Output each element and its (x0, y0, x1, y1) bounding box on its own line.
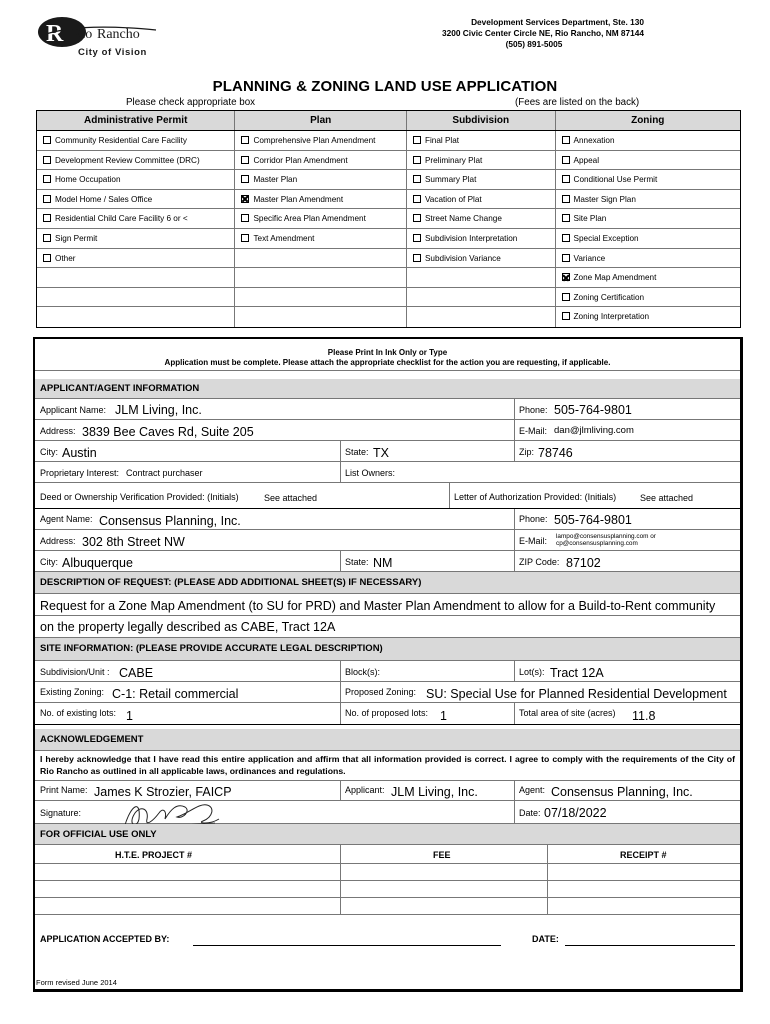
form-revised-note: Form revised June 2014 (36, 978, 117, 987)
print-name-label: Print Name: (40, 785, 88, 795)
checkbox-annexation[interactable] (562, 136, 570, 144)
checkbox-special-exception[interactable] (562, 234, 570, 242)
applicant-section-header: APPLICANT/AGENT INFORMATION (35, 379, 740, 399)
applicant-name-row (35, 399, 740, 420)
grid-row (37, 209, 740, 229)
agent-email-line-1[interactable]: lampo@consensusplanning.com or (556, 533, 656, 540)
acceptance-row (35, 915, 740, 955)
grid-cell-empty (235, 249, 407, 268)
grid-cell (407, 249, 556, 268)
print-name-field[interactable]: James K Strozier, FAICP (94, 785, 232, 799)
grid-cell-empty (407, 288, 556, 307)
grid-row (37, 131, 740, 151)
checkbox-appeal[interactable] (562, 156, 570, 164)
header-administrative-permit: Administrative Permit (37, 111, 235, 130)
grid-cell (556, 170, 740, 189)
grid-cell (407, 170, 556, 189)
applicant-phone-label: Phone: (519, 405, 548, 415)
application-form (33, 337, 743, 992)
ack-applicant-field[interactable]: JLM Living, Inc. (391, 785, 478, 799)
city-logo (36, 14, 180, 60)
dept-line-2: 3200 Civic Center Circle NE, Rio Rancho, NM 87144 (442, 28, 644, 38)
checkbox-site-plan[interactable] (562, 214, 570, 222)
official-row-1 (35, 864, 740, 881)
grid-cell (407, 190, 556, 209)
checkbox-street-name-change[interactable] (413, 214, 421, 222)
agent-phone-field[interactable]: 505-764-9801 (554, 513, 632, 527)
total-area-field[interactable]: 11.8 (632, 709, 656, 723)
svg-text:R: R (46, 21, 64, 47)
agent-name-label: Agent Name: (40, 514, 93, 524)
applicant-email-label: E-Mail: (519, 426, 548, 436)
applicant-address-label: Address: (40, 426, 76, 436)
signature-label: Signature: (40, 808, 82, 818)
ack-agent-label: Agent: (519, 785, 546, 795)
checkbox-label: Corridor Plan Amendment (253, 155, 348, 165)
checkbox-sign-permit[interactable] (43, 234, 51, 242)
dept-line-3: (505) 891-5005 (505, 39, 563, 49)
header-plan: Plan (235, 111, 407, 130)
deed-field[interactable]: See attached (264, 493, 318, 503)
agent-address-row (35, 530, 740, 551)
checkbox-label: Appeal (573, 155, 600, 165)
signature-row (35, 801, 740, 824)
agent-address-label: Address: (40, 536, 76, 546)
checkbox-label: Zone Map Amendment (573, 273, 657, 283)
grid-row (37, 190, 740, 210)
applicant-city-field[interactable]: Austin (62, 446, 97, 460)
existing-zoning-field[interactable]: C-1: Retail commercial (112, 687, 239, 701)
applicant-zip-field[interactable]: 78746 (538, 446, 573, 460)
checkbox-label: Street Name Change (424, 214, 502, 224)
checkbox-label: Text Amendment (253, 233, 315, 243)
agent-state-label: State: (345, 557, 369, 567)
checkbox-vacation-of-plat[interactable] (413, 195, 421, 203)
checkbox-label: Special Exception (573, 233, 639, 243)
subdivision-row (35, 661, 740, 682)
grid-cell-empty (37, 288, 235, 307)
checkbox-preliminary-plat[interactable] (413, 156, 421, 164)
checkbox-label: Final Plat (424, 136, 460, 145)
checkbox-label: Vacation of Plat (424, 194, 482, 204)
official-row-3 (35, 898, 740, 915)
proposed-lots-label: No. of proposed lots: (345, 708, 429, 718)
applicant-state-label: State: (345, 447, 369, 457)
checkbox-subdivision-interpretation[interactable] (413, 234, 421, 242)
applicant-zip-label: Zip: (519, 447, 535, 457)
acknowledgement-row (35, 751, 740, 781)
subdivision-label: Subdivision/Unit : (40, 667, 110, 677)
checkbox-label: Sign Permit (55, 233, 98, 243)
grid-cell (235, 131, 407, 150)
checkbox-label: Master Plan (253, 175, 298, 185)
grid-cell-empty (407, 268, 556, 287)
grid-row (37, 229, 740, 249)
lots-count-row (35, 703, 740, 725)
header-subdivision: Subdivision (407, 111, 556, 130)
applicant-address-row (35, 420, 740, 441)
acknowledgement-text: I hereby acknowledge that I have read this entire application and affirm that all information provided is correct. I agree to comply with the requirements of the City of Rio Rancho as outlined in all applicable laws, ordinances and regulations. (40, 754, 735, 776)
agent-address-field[interactable]: 302 8th Street NW (82, 535, 185, 549)
grid-cell-empty (235, 268, 407, 287)
grid-cell (407, 131, 556, 150)
dept-line-1: Development Services Department, Ste. 130 (471, 17, 644, 27)
checkbox-label: Other (55, 253, 76, 263)
applicant-email-field[interactable]: dan@jlmliving.com (554, 425, 634, 436)
grid-cell (37, 209, 235, 228)
checkbox-model-home-sales-office[interactable] (43, 195, 51, 203)
fee-label: FEE (433, 850, 451, 860)
fees-note: (Fees are listed on the back) (515, 97, 640, 108)
checkbox-label: Zoning Certification (573, 292, 645, 302)
department-address (384, 17, 644, 50)
grid-cell (37, 151, 235, 170)
checkbox-summary-plat[interactable] (413, 175, 421, 183)
checkbox-label: Conditional Use Permit (573, 175, 658, 185)
date-field[interactable]: 07/18/2022 (544, 806, 607, 820)
grid-cell (556, 151, 740, 170)
description-line-1-row (35, 594, 740, 616)
applicant-city-label: City: (40, 447, 58, 457)
existing-lots-field[interactable]: 1 (126, 709, 133, 723)
checkbox-other[interactable] (43, 254, 51, 262)
checkbox-label: Subdivision Interpretation (424, 233, 518, 243)
existing-lots-label: No. of existing lots: (40, 708, 117, 718)
checkbox-label: Summary Plat (424, 175, 477, 185)
grid-cell-empty (37, 307, 235, 327)
grid-row (37, 268, 740, 288)
grid-cell (235, 209, 407, 228)
page-title: PLANNING & ZONING LAND USE APPLICATION (212, 78, 558, 95)
checkbox-text-amendment[interactable] (241, 234, 249, 242)
complete-note: Application must be complete. Please attach the appropriate checklist for the action you are requesting, if applicable. (164, 358, 611, 367)
accepted-date-line[interactable] (565, 945, 735, 946)
grid-cell (407, 229, 556, 248)
grid-row (37, 170, 740, 190)
applicant-state-field[interactable]: TX (373, 446, 389, 460)
checkbox-zoning-certification[interactable] (562, 293, 570, 301)
checkbox-label: Zoning Interpretation (573, 312, 650, 322)
grid-cell (235, 151, 407, 170)
acknowledgement-section-header: ACKNOWLEDGEMENT (35, 729, 740, 751)
description-section-header: DESCRIPTION OF REQUEST: (PLEASE ADD ADDITIONAL SHEET(S) IF NECESSARY) (35, 572, 740, 594)
applicant-name-label: Applicant Name: (40, 405, 107, 415)
grid-cell (407, 209, 556, 228)
checkbox-label: Home Occupation (55, 175, 121, 185)
header-zoning: Zoning (631, 115, 665, 126)
site-section-header: SITE INFORMATION: (PLEASE PROVIDE ACCURATE LEGAL DESCRIPTION) (35, 638, 740, 661)
grid-cell (556, 190, 740, 209)
grid-cell (556, 209, 740, 228)
checkbox-zone-map-amendment[interactable] (562, 273, 570, 281)
grid-cell (235, 170, 407, 189)
grid-cell (235, 190, 407, 209)
agent-city-label: City: (40, 557, 58, 567)
checkbox-final-plat[interactable] (413, 136, 421, 144)
zoning-row (35, 682, 740, 703)
checkbox-label: Variance (573, 253, 606, 263)
grid-cell (556, 307, 740, 327)
checkbox-label: Residential Child Care Facility 6 or < (55, 214, 188, 224)
checkbox-label: Model Home / Sales Office (55, 194, 153, 204)
agent-name-row (35, 509, 740, 530)
checkbox-label: Specific Area Plan Amendment (253, 214, 366, 224)
proposed-lots-field[interactable]: 1 (440, 709, 447, 723)
proprietary-field[interactable]: Contract purchaser (126, 468, 203, 478)
grid-row (37, 288, 740, 308)
grid-cell (407, 151, 556, 170)
logo-tagline: City of Vision (78, 47, 147, 58)
checkbox-label: Master Plan Amendment (253, 194, 344, 204)
checkbox-conditional-use-permit[interactable] (562, 175, 570, 183)
grid-cell-empty (235, 288, 407, 307)
existing-zoning-label: Existing Zoning: (40, 687, 105, 697)
checkbox-home-occupation[interactable] (43, 175, 51, 183)
description-line-1[interactable]: Request for a Zone Map Amendment (to SU for PRD) and Master Plan Amendment to allow for a Build-to-Rent community (40, 599, 716, 613)
checkbox-master-sign-plan[interactable] (562, 195, 570, 203)
checkbox-variance[interactable] (562, 254, 570, 262)
checkbox-corridor-plan-amendment[interactable] (241, 156, 249, 164)
checkbox-specific-area-plan-amendment[interactable] (241, 214, 249, 222)
official-header-row (35, 845, 740, 864)
agent-city-field[interactable]: Albuquerque (62, 556, 133, 570)
checkbox-label: Community Residential Care Facility (55, 136, 187, 145)
checkbox-label: Subdivision Variance (424, 253, 501, 263)
grid-cell-empty (235, 307, 407, 327)
grid-cell (37, 229, 235, 248)
grid-row (37, 307, 740, 327)
grid-cell (37, 249, 235, 268)
checkbox-label: Development Review Committee (DRC) (55, 155, 200, 165)
checkbox-master-plan-amendment[interactable] (241, 195, 249, 203)
lots-label: Lot(s): (519, 667, 545, 677)
receipt-label: RECEIPT # (620, 850, 667, 860)
print-note: Please Print In Ink Only or Type (327, 348, 448, 357)
ack-agent-field[interactable]: Consensus Planning, Inc. (551, 785, 693, 799)
proprietary-row (35, 462, 740, 483)
checkbox-label: Site Plan (573, 214, 607, 224)
applicant-name-field[interactable]: JLM Living, Inc. (115, 403, 202, 417)
letter-field[interactable]: See attached (640, 493, 694, 503)
proposed-zoning-label: Proposed Zoning: (345, 687, 417, 697)
grid-cell (235, 229, 407, 248)
proposed-zoning-field[interactable]: SU: Special Use for Planned Residential Development (426, 687, 727, 701)
applicant-address-field[interactable]: 3839 Bee Caves Rd, Suite 205 (82, 425, 254, 439)
checkbox-community-residential-care-facility[interactable] (43, 136, 51, 144)
subdivision-field[interactable]: CABE (119, 666, 154, 680)
grid-cell (556, 229, 740, 248)
accepted-by-label: APPLICATION ACCEPTED BY: (40, 934, 170, 944)
grid-cell (556, 288, 740, 307)
checkbox-master-plan[interactable] (241, 175, 249, 183)
logo-text-rio: Rio (72, 27, 93, 42)
grid-body (37, 131, 740, 327)
checkbox-residential-child-care-facility-6-or[interactable] (43, 214, 51, 222)
grid-cell (556, 268, 740, 287)
official-row-2 (35, 881, 740, 898)
grid-row (37, 151, 740, 171)
date-label: Date: (519, 808, 541, 818)
grid-cell (37, 190, 235, 209)
proprietary-label: Proprietary Interest: (40, 468, 120, 478)
grid-row (37, 249, 740, 269)
agent-phone-label: Phone: (519, 514, 548, 524)
accepted-date-label: DATE: (532, 934, 559, 944)
agent-zip-field[interactable]: 87102 (566, 556, 601, 570)
grid-cell (556, 249, 740, 268)
letter-label: Letter of Authorization Provided: (Initials) (454, 492, 617, 502)
checkbox-zoning-interpretation[interactable] (562, 312, 570, 320)
description-line-2-row (35, 616, 740, 638)
checkbox-development-review-committee-drc[interactable] (43, 156, 51, 164)
list-owners-label: List Owners: (345, 468, 396, 478)
agent-state-field[interactable]: NM (373, 556, 393, 570)
checkbox-label: Annexation (573, 136, 615, 145)
checkbox-subdivision-variance[interactable] (413, 254, 421, 262)
lots-field[interactable]: Tract 12A (550, 666, 604, 680)
application-type-grid (36, 110, 741, 328)
checkbox-label: Preliminary Plat (424, 155, 483, 165)
checkbox-label: Comprehensive Plan Amendment (253, 136, 376, 145)
official-use-section-header: FOR OFFICIAL USE ONLY (35, 824, 740, 845)
blocks-label: Block(s): (345, 667, 381, 677)
agent-name-field[interactable]: Consensus Planning, Inc. (99, 514, 241, 528)
ownership-row (35, 483, 740, 509)
grid-cell (556, 131, 740, 150)
grid-cell-empty (37, 268, 235, 287)
checkbox-label: Master Sign Plan (573, 194, 636, 204)
ack-applicant-label: Applicant: (345, 785, 385, 795)
grid-cell (37, 170, 235, 189)
agent-email-line-2[interactable]: cp@consensusplanning.com (556, 540, 638, 547)
logo-text-rancho: Rancho (97, 27, 140, 42)
checkbox-comprehensive-plan-amendment[interactable] (241, 136, 249, 144)
description-line-2[interactable]: on the property legally described as CABE, Tract 12A (40, 620, 336, 634)
hte-project-label: H.T.E. PROJECT # (115, 850, 193, 860)
deed-label: Deed or Ownership Verification Provided: (Initials) (40, 492, 239, 502)
grid-cell (37, 131, 235, 150)
applicant-city-row (35, 441, 740, 462)
applicant-phone-field[interactable]: 505-764-9801 (554, 403, 632, 417)
total-area-label: Total area of site (acres) (519, 708, 616, 718)
agent-email-label: E-Mail: (519, 536, 548, 546)
agent-zip-label: ZIP Code: (519, 557, 560, 567)
agent-city-row (35, 551, 740, 572)
grid-cell-empty (407, 307, 556, 327)
instructions-row (35, 339, 740, 371)
check-note: Please check appropriate box (126, 97, 256, 108)
accepted-by-line[interactable] (193, 945, 501, 946)
grid-header-row (37, 111, 740, 131)
